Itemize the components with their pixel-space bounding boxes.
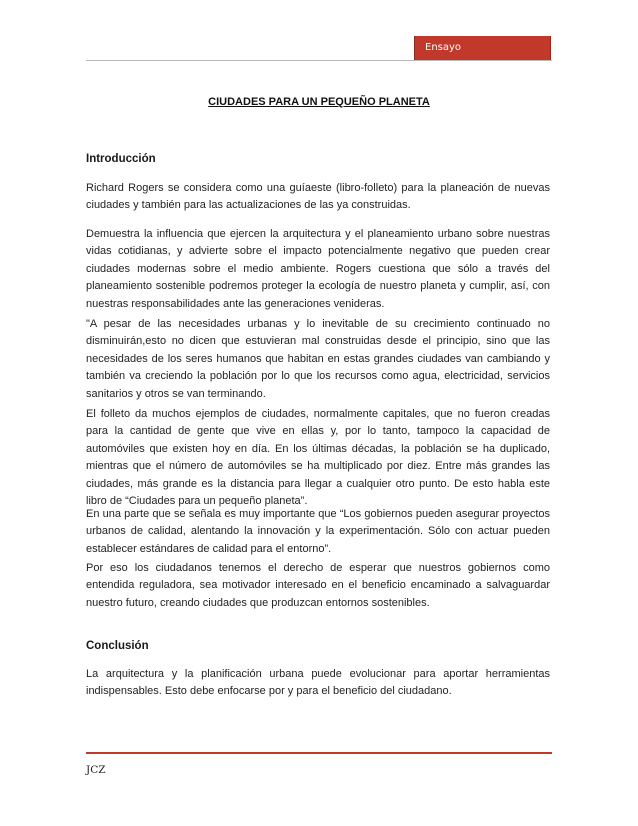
paragraph-4: El folleto da muchos ejemplos de ciudades, normalmente capitales, que no fueron creadas para la cantidad de gente que vive en ellas y, por lo tanto, tampoco la capacidad de automóviles que existen hoy en día. En los últimas décadas, la población se ha duplicado, mientras que el número de automóviles se ha multiplicado por diez. Entre más grandes las ciudades, más grande es la distancia para llegar a cualquier otro punto. De esto habla este libro de “Ciudades para un pequeño planeta”. xyxy=(86,408,550,508)
footer-initials: JCZ xyxy=(86,764,106,776)
paragraph-7: La arquitectura y la planificación urbana puede evolucionar para aportar herramientas indispensables. Esto debe enfocarse por y para el beneficio del ciudadano. xyxy=(86,668,550,698)
footer-divider xyxy=(86,752,552,754)
paragraph-5: En una parte que se señala es muy importante que “Los gobiernos pueden asegurar proyectos urbanos de calidad, alentando la innovación y la experimentación. Sólo con actuar pueden establecer estándares de calidad para el entorno”. xyxy=(86,508,550,555)
paragraph-2: Demuestra la influencia que ejercen la arquitectura y el planeamiento urbano sobre nuestras vidas cotidianas, y advierte sobre el impacto potencialmente negativo que pueden crear ciudades modernas sobre el medio ambiente. Rogers cuestiona que sólo a través del planeamiento sostenible podremos proteger la ecología de nuestro planeta y cumplir, así, con nuestras responsabilidades ante las generaciones venideras. xyxy=(86,228,550,310)
page-header xyxy=(86,36,552,61)
section-heading-introduccion: Introducción xyxy=(86,153,156,165)
paragraph-6: Por eso los ciudadanos tenemos el derecho de esperar que nuestros gobiernos como entendida reguladora, sea motivador interesado en el beneficio encaminado a salvaguardar nuestro futuro, creando ciudades que produzcan entornos sostenibles. xyxy=(86,562,550,609)
paragraph-1: Richard Rogers se considera como una guíaeste (libro-folleto) para la planeación de nuevas ciudades y también para las actualizaciones de las ya construidas. xyxy=(86,182,550,212)
section-heading-conclusion: Conclusión xyxy=(86,640,149,652)
document-title: CIUDADES PARA UN PEQUEÑO PLANETA xyxy=(208,96,430,108)
paragraph-3: "A pesar de las necesidades urbanas y lo inevitable de su crecimiento continuado no disminuirán,esto no dicen que estuvieran mal construidas desde el principio, sino que las necesidades de los seres humanos que habitan en estas grandes ciudades van cambiando y también va creciendo la población por lo que los recursos como agua, electricidad, servicios sanitarios y otros se van terminando. xyxy=(86,318,550,400)
header-label: Ensayo xyxy=(414,36,551,60)
